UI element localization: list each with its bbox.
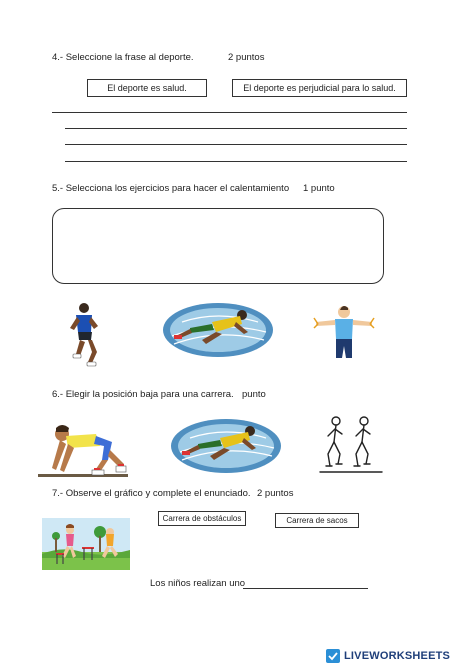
answer-line-2[interactable] — [65, 128, 407, 129]
line-drawing-runners-image[interactable] — [318, 414, 384, 476]
q7-option-1[interactable]: Carrera de obstáculos — [158, 511, 246, 526]
footer-brand — [326, 649, 450, 663]
q4-option-1[interactable]: El deporte es salud. — [87, 79, 207, 97]
q7-option-2[interactable]: Carrera de sacos — [275, 513, 359, 528]
q5-question: 5.- Selecciona los ejercicios para hacer el calentamiento — [52, 183, 290, 194]
answer-line-1[interactable] — [52, 112, 407, 113]
liveworksheets-logo-icon — [326, 649, 340, 663]
q7-points: 2 puntos — [257, 488, 294, 499]
q6-points: punto — [242, 389, 266, 400]
q4-option-2[interactable]: El deporte es perjudicial para lo salud. — [232, 79, 407, 97]
answer-line-4[interactable] — [65, 161, 407, 162]
hurdles-race-image[interactable] — [42, 518, 130, 570]
q4-points: 2 puntos — [228, 52, 265, 63]
q5-points: 1 punto — [303, 183, 335, 194]
q4-question: 4.- Seleccione la frase al deporte. — [52, 52, 194, 63]
sprinter-track-start-image-2[interactable] — [170, 418, 282, 474]
q5-answer-box[interactable] — [52, 208, 384, 284]
runner-jumping-image[interactable] — [66, 302, 102, 368]
q7-blank-line[interactable] — [243, 588, 368, 589]
crouch-start-image[interactable] — [38, 420, 128, 482]
answer-line-3[interactable] — [65, 144, 407, 145]
q7-sentence: Los niños realizan uno — [150, 578, 246, 589]
sprinter-track-start-image[interactable] — [162, 302, 274, 358]
q7-question: 7.- Observe el gráfico y complete el enunciado. — [52, 488, 251, 499]
q6-question: 6.- Elegir la posición baja para una carrera. — [52, 389, 234, 400]
arm-stretch-image[interactable] — [312, 304, 376, 362]
footer-brand-text: LIVEWORKSHEETS — [344, 650, 451, 662]
